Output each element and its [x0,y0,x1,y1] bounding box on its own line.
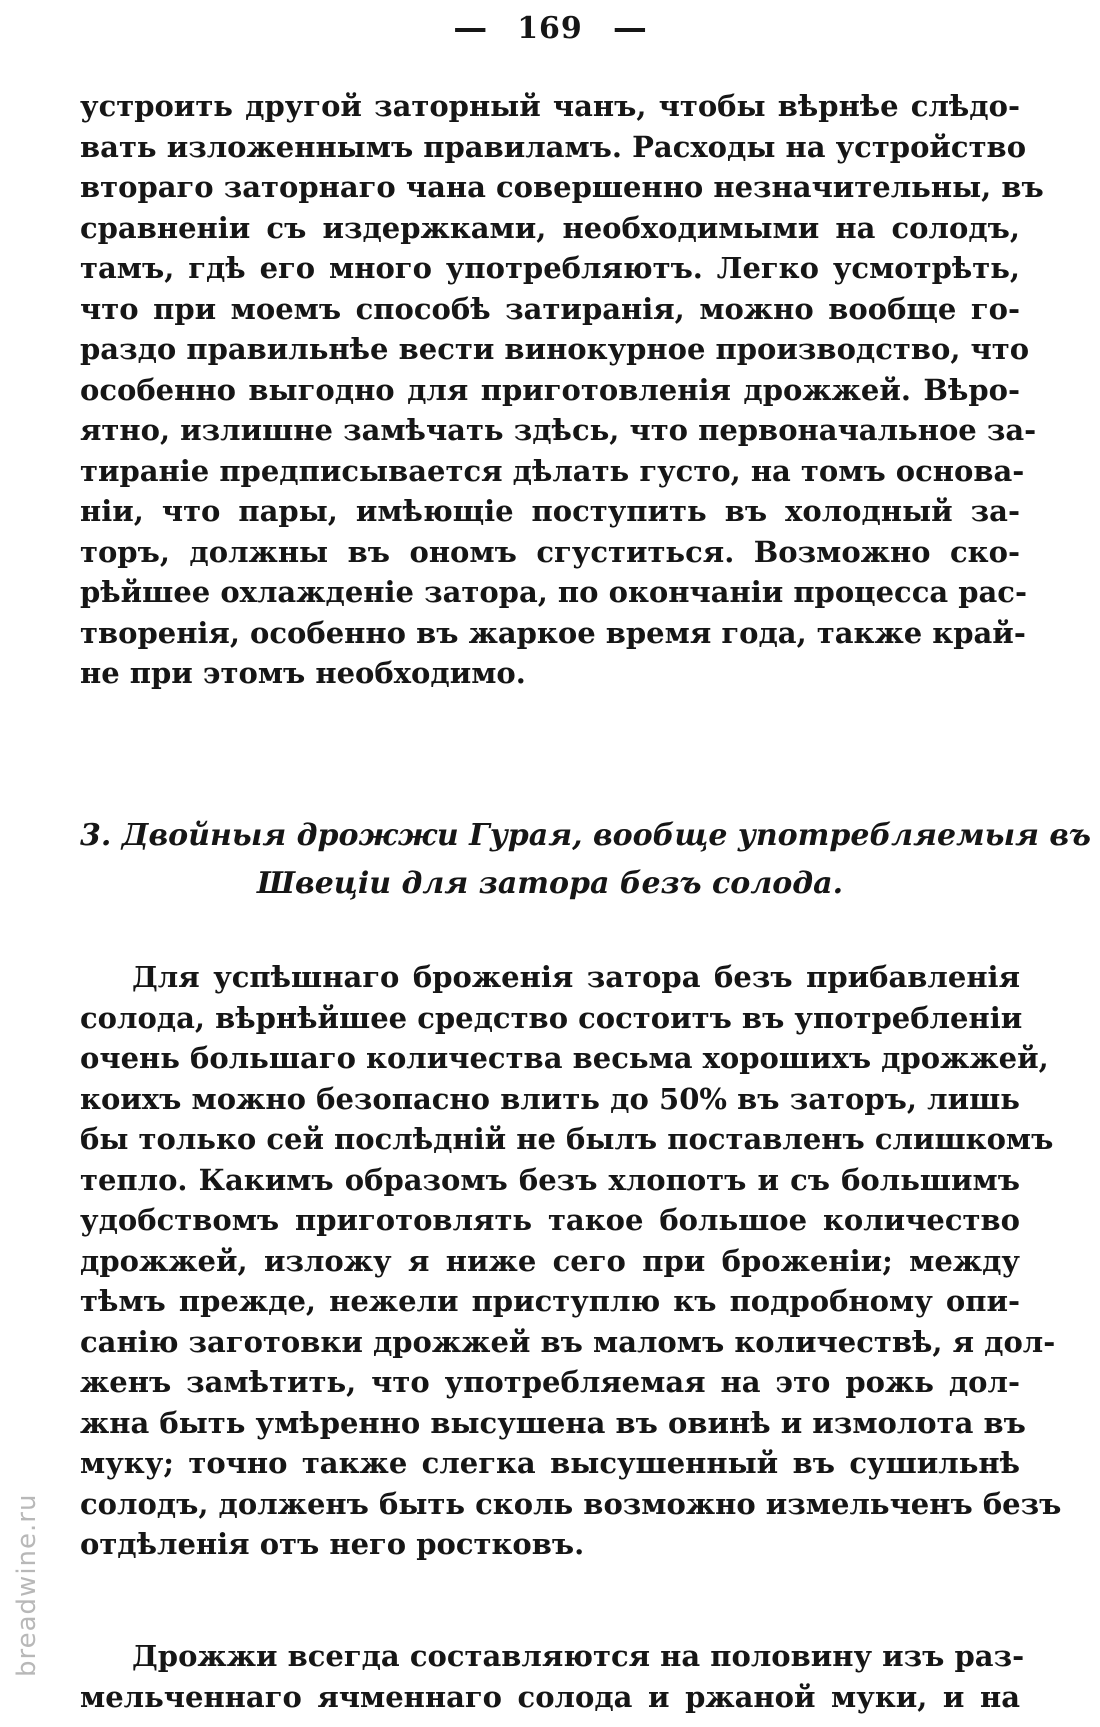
page-header [0,6,1100,50]
text-line: муку; точно также слегка высушенный въ сушильнѣ [80,1446,1020,1480]
text-line: рѣйшее охлажденіе затора, по окончаніи процесса рас- [80,575,1028,609]
text-line: тираніе предписывается дѣлать густо, на томъ основа- [80,453,1025,488]
text-line: творенія, особенно въ жаркое время года, также край- [80,615,1026,650]
text-line: не при этомъ необходимо. [80,656,526,690]
text-line: санію заготовки дрожжей въ маломъ количествѣ, я дол- [80,1324,1056,1359]
text-line: дрожжей, изложу я ниже сего при броженіи; между [80,1243,1020,1278]
text-line: удобствомъ приготовлять такое большое количество [80,1203,1020,1237]
text-line: что при моемъ способѣ затиранія, можно вообще го- [80,291,1020,326]
text-line: жна быть умѣренно высушена въ овинѣ и измолота въ [80,1405,1026,1440]
section-heading-line-1: 3. Двойныя дрожжи Гурая, вообще употребляемыя въ [80,818,1091,853]
text-line: бы только сей послѣдній не былъ поставленъ слишкомъ [80,1122,1054,1156]
text-line: женъ замѣтить, что употребляемая на это рожь дол- [80,1365,1020,1399]
text-line: мельченнаго ячменнаго солода и ржаной муки, и на [80,1679,1020,1714]
text-line: Дрожжи всегда составляются на половину изъ раз- [132,1639,1025,1673]
paragraph-1 [80,86,1044,694]
text-line: вать изложеннымъ правиламъ. Расходы на устройство [80,129,1027,164]
text-line: коихъ можно безопасно влить до 50% въ заторъ, лишь [80,1081,1020,1116]
text-line: отдѣленія отъ него ростковъ. [80,1527,585,1561]
text-line: тамъ, гдѣ его много употребляютъ. Легко усмотрѣть, [80,251,1020,285]
text-line: сравненіи съ издержками, необходимыми на солодъ, [80,210,1020,245]
text-line: солода, вѣрнѣйшее средство состоитъ въ употребленіи [80,1000,1023,1035]
text-line: тѣмъ прежде, нежели приступлю къ подробному опи- [80,1284,1020,1318]
section-heading-line-2: Швеціи для затора безъ солода. [256,866,844,901]
text-line: торъ, должны въ ономъ сгуститься. Возможно ско- [80,534,1020,569]
text-line: раздо правильнѣе вести винокурное производство, что [80,332,1030,366]
header-dash-right: — [612,8,647,48]
watermark: breadwine.ru [12,1493,42,1677]
paragraph-2 [80,957,1062,1565]
text-line: Для успѣшнаго броженія затора безъ прибавленія [132,960,1020,994]
text-line: устроить другой заторный чанъ, чтобы вѣрнѣе слѣдо- [80,89,1020,123]
text-line: очень большаго количества весьма хорошихъ дрожжей, [80,1041,1049,1075]
text-line: солодъ, долженъ быть сколь возможно измельченъ безъ [80,1486,1062,1521]
text-line: втораго заторнаго чана совершенно незначительны, въ [80,170,1044,204]
page-number: 169 [517,10,583,46]
text-line: ніи, что пары, имѣющіе поступить въ холодный за- [80,494,1020,528]
header-dash-left: — [453,8,488,48]
text-line: особенно выгодно для приготовленія дрожжей. Вѣро- [80,372,1020,407]
text-line: ятно, излишне замѣчать здѣсь, что первоначальное за- [80,413,1037,447]
paragraph-3 [80,1636,1025,1717]
text-line: тепло. Какимъ образомъ безъ хлопотъ и съ большимъ [80,1162,1020,1197]
section-heading [80,812,1091,908]
